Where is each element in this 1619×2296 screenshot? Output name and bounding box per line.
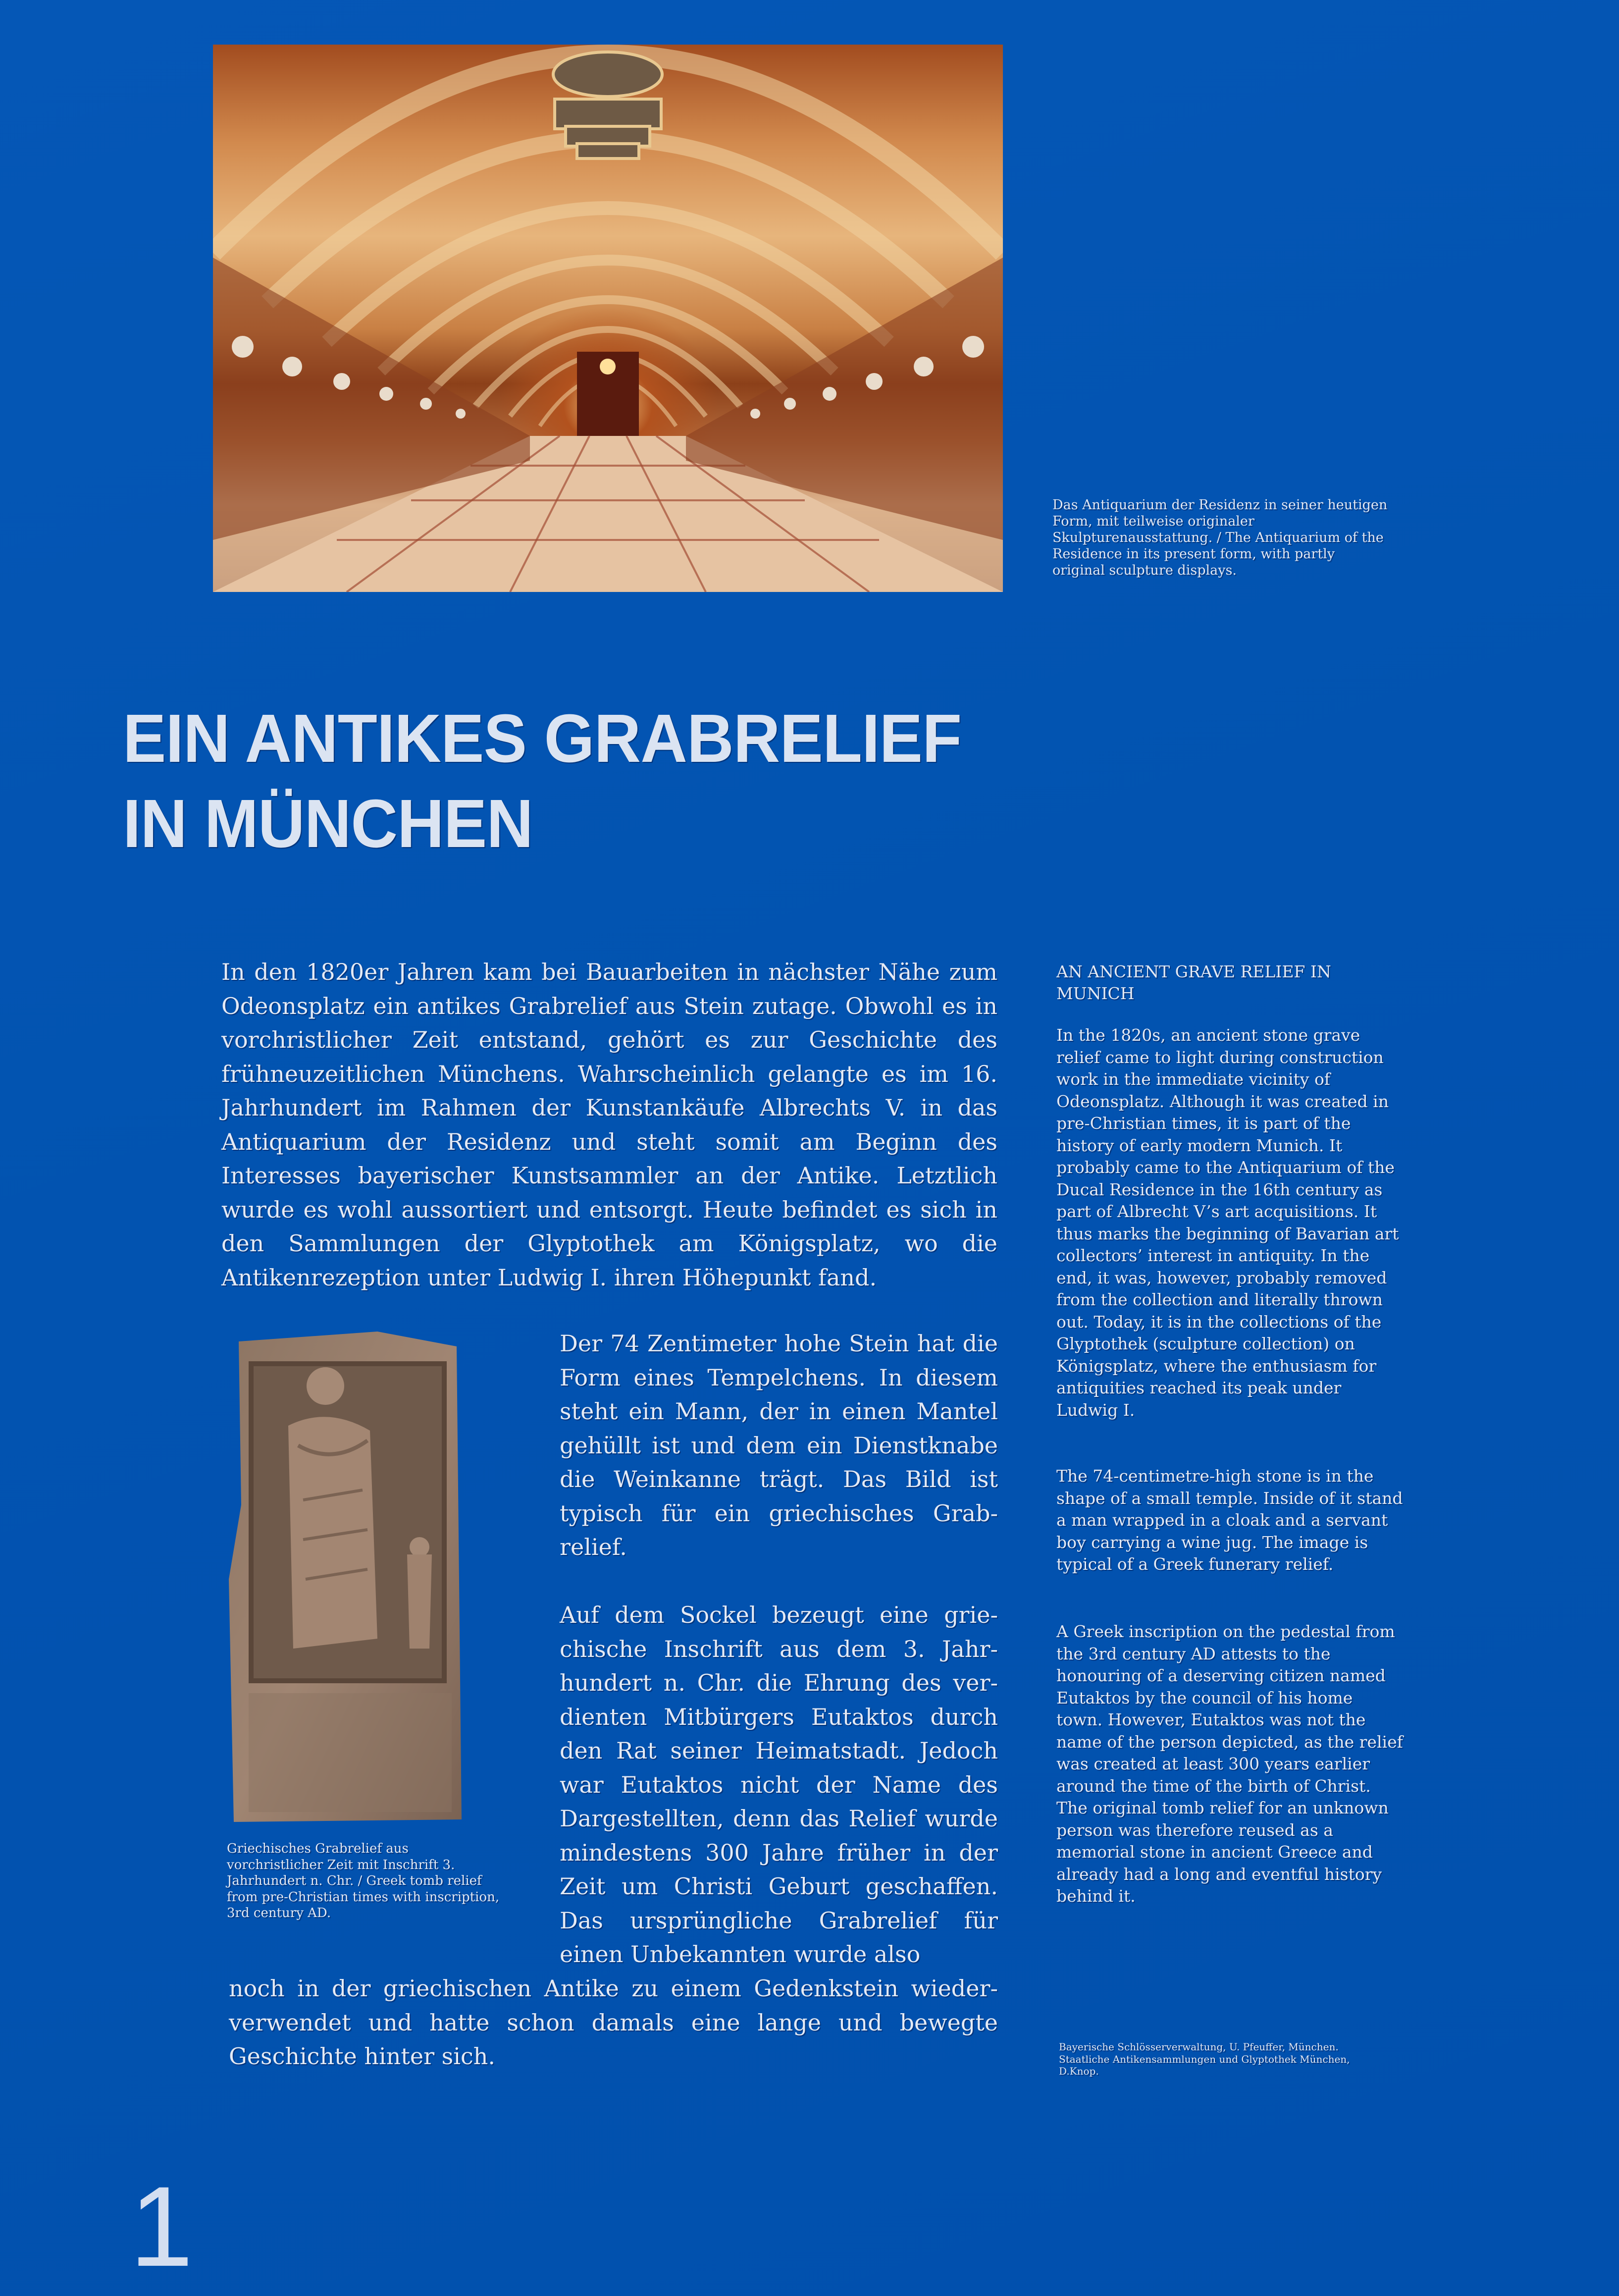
- page-title-line-2: IN MÜNCHEN: [123, 786, 533, 862]
- credit-line-2: Staatliche Antikensammlungen und Glyptothek München,: [1059, 2053, 1350, 2065]
- credit-line-1: Bayerische Schlösserverwaltung, U. Pfeuffer, München.: [1059, 2041, 1339, 2053]
- credit-line-3: D.Knop.: [1059, 2065, 1099, 2077]
- english-paragraph-1: In the 1820s, an ancient stone grave relief came to light during construction work in the immediate vicinity of Odeonsplatz. Although it was created in pre-Christian times, it is part of the history of early modern Munich. It probably came to the Antiquarium of the Ducal Residence in the 16th century as part of Albrecht V’s art acquisitions. It thus marks the beginning of Bavarian art collectors’ interest in antiquity. In the end, it was, however, probably removed from the collection and literally thrown out. Today, it is in the collections of the Glyptothek (sculpture collection) on Königsplatz, where the enthusiasm for antiquities reached its peak under Ludwig I.: [1056, 1025, 1399, 1420]
- page-title-line-1: EIN ANTIKES GRABRELIEF: [123, 700, 962, 777]
- page-number: 1: [130, 2163, 193, 2290]
- german-paragraph-3: Auf dem Sockel bezeugt eine griechische Inschrift aus dem 3. Jahrhundert n. Chr. die Ehrung des verdienten Mitbürgers Eutaktos durch den Rat seiner Heimatstadt. Jedoch war Eutaktos nicht der Name des Dargestellten, denn das Relief wurde mindestens 300 Jahre früher in der Zeit um Christi Geburt geschaffen. Das ursprüngliche Grabrelief für einen Unbekannten wurde also: [560, 1602, 998, 1968]
- antiquarium-illustration: [213, 45, 1003, 592]
- english-paragraph-2: The 74-centimetre-high stone is in the shape of a small temple. Inside of it stand a man wrapped in a cloak and a servant boy carrying a wine jug. The image is typical of a Greek funerary relief.: [1056, 1466, 1403, 1574]
- antiquarium-photo-caption: Das Antiquarium der Residenz in seiner heutigen Form, mit teilweise originaler Skulpturenausstattung. / The Antiquarium of the Residence in its present form, with partly original sculpture displays.: [1052, 497, 1388, 578]
- german-paragraph-3-continued: noch in der griechischen Antike zu einem Gedenkstein wiederverwendet und hatte schon damals eine lange und bewegte Geschichte hinter sich.: [229, 1975, 998, 2070]
- german-paragraph-2: Der 74 Zentimeter hohe Stein hat die Form eines Tempelchens. In diesem steht ein Mann, der in einen Mantel gehüllt ist und dem ein Dienstknabe die Weinkanne trägt. Das Bild ist typisch für ein griechisches Grabrelief.: [560, 1330, 998, 1560]
- grave-relief-caption: Griechisches Grabrelief aus vorchristlicher Zeit mit Inschrift 3. Jahrhundert n. Chr. / Greek tomb relief from pre-Christian times with inscription, 3rd century AD.: [227, 1841, 500, 1921]
- page-title: [123, 696, 1111, 866]
- german-paragraph-1: In den 1820er Jahren kam bei Bauarbeiten in nächster Nähe zum Odeonsplatz ein antikes Grabrelief aus Stein zutage. Obwohl es in vorchristlicher Zeit entstand, gehört es zur Geschichte des frühneuzeitlichen Münchens. Wahrscheinlich gelangte es im 16. Jahrhundert im Rahmen der Kunstankäufe Albrechts V. in das Antiquarium der Residenz und steht somit am Beginn des Interesses bayerischer Kunstsammler an der Antike. Letztlich wurde es wohl aussortiert und entsorgt. Heute befindet es sich in den Sammlungen der Glyptothek am Königsplatz, wo die Antikenrezeption unter Ludwig I. ihren Höhepunkt fand.: [221, 959, 997, 1291]
- image-credits: [1059, 2041, 1406, 2078]
- grave-relief-photo: [229, 1332, 471, 1827]
- english-paragraph-3: A Greek inscription on the pedestal from the 3rd century AD attests to the honouring of a deserving citizen named Eutaktos by the council of his home town. However, Eutaktos was not the name of the person depicted, as the relief was created at least 300 years earlier around the time of the birth of Christ. The original tomb relief for an unknown person was therefore reused as a memorial stone in ancient Greece and already had a long and eventful history behind it.: [1056, 1622, 1403, 1906]
- grave-relief-illustration: [229, 1332, 471, 1827]
- antiquarium-photo: [213, 45, 1003, 592]
- english-heading: AN ANCIENT GRAVE RELIEF IN MUNICH: [1056, 962, 1331, 1003]
